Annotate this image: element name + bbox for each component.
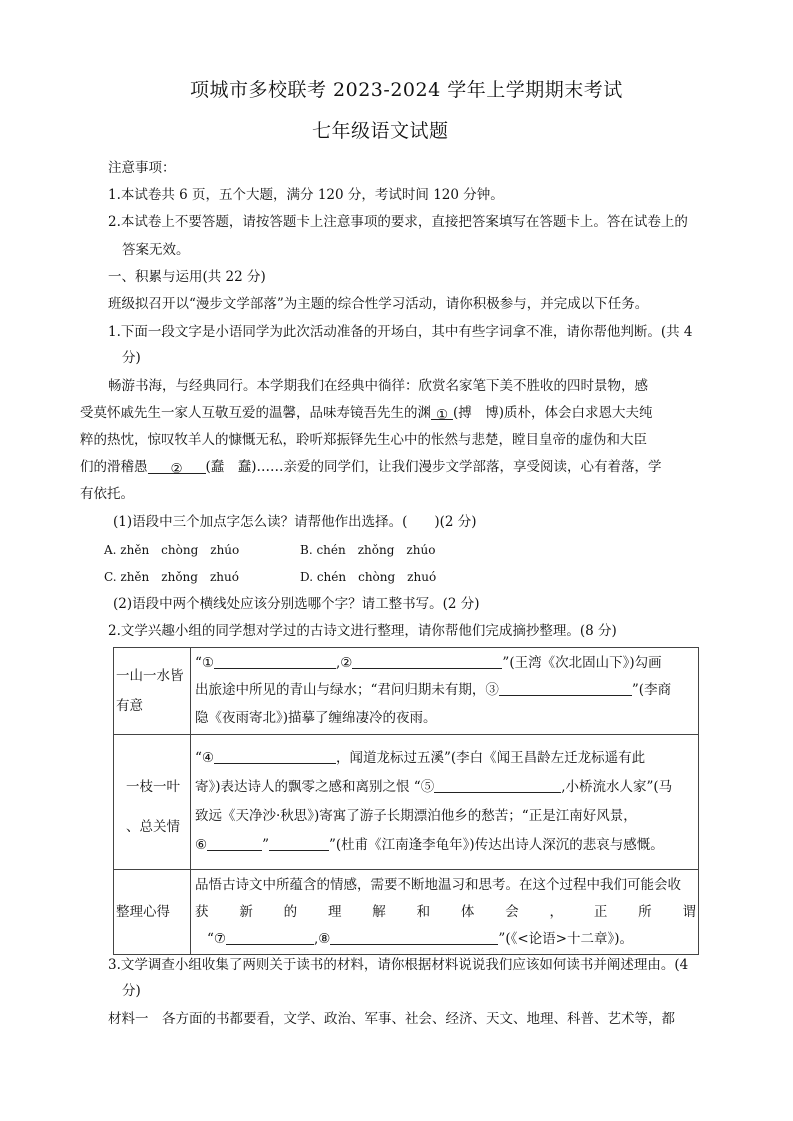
blank-1: ① <box>431 405 453 420</box>
passage-text: 们的滑稽愚 <box>80 459 148 475</box>
cell-text: 隐《夜雨寄北》)描摹了缠绵凄冷的夜雨。 <box>195 710 437 726</box>
answer-blank <box>226 930 314 945</box>
passage-text: (蠢 蠢)……亲爱的同学们，让我们漫步文学部落，享受阅读，心有着落，学 <box>205 459 662 475</box>
option-b: B. chén zhǒng zhúo <box>300 543 436 557</box>
cell-char: 新 <box>239 904 253 920</box>
note-2-cont: 答案无效。 <box>122 242 190 258</box>
cell-char: 和 <box>416 904 431 920</box>
cell-text: 品悟古诗文中所蕴含的情感，需要不断地温习和思考。在这个过程中我们可能会收 <box>195 877 681 893</box>
content-cell <box>191 735 699 870</box>
cell-text: “④ <box>195 750 215 766</box>
table-row <box>114 870 699 955</box>
cell-text: 出旅途中所见的青山与绿水；“君问归期未有期，③ <box>195 682 499 698</box>
content-cell <box>191 648 699 735</box>
content-cell <box>191 870 699 955</box>
passage-text: (搏 博)质朴，体会白求恩大夫纯 <box>453 405 653 421</box>
cell-text: ,小桥流水人家”(马 <box>561 779 673 795</box>
subquestion-1: (1)语段中三个加点字怎么读？请帮他作出选择。( )(2 分) <box>113 514 477 530</box>
cell-text: ⑥ <box>195 837 208 853</box>
cell-char: 所 <box>638 904 652 920</box>
answer-blank <box>499 681 632 696</box>
cell-char: ， <box>549 904 563 920</box>
poetry-table <box>113 647 699 955</box>
note-2: 2.本试卷上不要答题，请按答题卡上注意事项的要求，直接把答案填写在答题卡上。答在试卷上的 <box>108 214 688 230</box>
material-1: 材料一 各方面的书都要看，文学、政治、军事、社会、经济、天文、地理、科普、艺术等，都 <box>108 1011 675 1027</box>
cell-text: ”(王湾《次北固山下》)勾画 <box>502 655 662 671</box>
table-row <box>114 648 699 735</box>
cell-text: ，闻道龙标过五溪”(李白《闻王昌龄左迁龙标遥有此 <box>336 750 646 766</box>
category-label: 有意 <box>116 698 143 714</box>
category-label: 一枝一叶 <box>126 779 180 795</box>
cell-text: 寄》)表达诗人的飘零之感和离别之恨 “⑤ <box>195 779 435 795</box>
answer-blank <box>207 836 262 851</box>
blank-2: ② <box>148 459 206 474</box>
passage-line: 畅游书海，与经典同行。本学期我们在经典中徜徉：欣赏名家笔下美不胜收的四时景物，感 <box>108 378 648 394</box>
category-label: 、总关情 <box>126 819 180 835</box>
cell-text: “① <box>195 655 215 671</box>
category-cell <box>114 648 191 735</box>
cell-char: 正 <box>593 904 608 920</box>
category-cell <box>114 735 191 870</box>
question-1: 1.下面一段文字是小语同学为此次活动准备的开场白，其中有些字词拿不准，请你帮他判断。(共 4 <box>108 324 693 340</box>
cell-char: 谓 <box>682 904 696 920</box>
question-3: 3.文学调查小组收集了两则关于读书的材料，请你根据材料说说我们应该如何读书并阐述理由。(4 <box>108 957 689 973</box>
table-row <box>114 735 699 870</box>
passage-line <box>80 457 662 477</box>
cell-char: 体 <box>460 904 475 920</box>
category-label: 一山一水皆 <box>116 668 184 684</box>
cell-text: 致远《天净沙·秋思》)寄寓了游子长期漂泊他乡的愁苦；“正是江南好风景， <box>195 808 637 824</box>
answer-blank <box>269 836 329 851</box>
exam-title: 项城市多校联考 2023-2024 学年上学期期末考试 <box>190 79 623 101</box>
passage-text: 受莫怀戚先生一家人互敬互爱的温馨，品味寿镜吾先生的渊 <box>80 405 431 421</box>
exam-subtitle: 七年级语文试题 <box>312 120 449 142</box>
cell-char: 的 <box>283 904 298 920</box>
question-1-cont: 分) <box>122 350 141 366</box>
cell-text: ,⑧ <box>314 931 331 947</box>
question-3-cont: 分) <box>122 983 141 999</box>
justified-line <box>195 899 696 926</box>
cell-text: ” <box>262 837 270 853</box>
category-label: 整理心得 <box>116 904 170 920</box>
notes-heading: 注意事项： <box>108 160 176 176</box>
cell-char: 解 <box>372 904 386 920</box>
answer-blank <box>434 778 561 793</box>
cell-text: ”(《<论语>十二章》)。 <box>498 931 633 947</box>
category-cell <box>114 870 191 955</box>
answer-blank <box>330 930 498 945</box>
option-d: D. chén chòng zhuó <box>300 570 437 584</box>
section-heading: 一、积累与运用(共 22 分) <box>108 269 266 285</box>
cell-char: 会 <box>505 904 519 920</box>
passage-line: 有依托。 <box>80 486 134 502</box>
cell-text: “⑦ <box>207 931 227 947</box>
passage-line <box>80 403 653 423</box>
option-a: A. zhěn chòng zhúo <box>104 543 240 557</box>
question-2: 2.文学兴趣小组的同学想对学过的古诗文进行整理，请你帮他们完成摘抄整理。(8 分) <box>108 623 617 639</box>
section-intro: 班级拟召开以“漫步文学部落”为主题的综合性学习活动，请你积极参与，并完成以下任务。 <box>108 296 649 312</box>
option-c: C. zhěn zhǒng zhuó <box>104 570 239 584</box>
cell-char: 理 <box>327 904 342 920</box>
cell-text: ”(杜甫《江南逢李龟年》)传达出诗人深沉的悲哀与感慨。 <box>329 837 664 853</box>
note-1: 1.本试卷共 6 页，五个大题，满分 120 分，考试时间 120 分钟。 <box>108 187 504 203</box>
answer-blank <box>214 749 336 764</box>
passage-line: 粹的热忱，惊叹牧羊人的慷慨无私，聆听郑振铎先生心中的怅然与悲楚，瞠目皇帝的虚伪和大臣 <box>80 432 647 448</box>
cell-char: 获 <box>195 904 209 920</box>
subquestion-2: (2)语段中两个横线处应该分别选哪个字？请工整书写。(2 分) <box>113 596 480 612</box>
answer-blank <box>352 654 502 669</box>
cell-text: ,② <box>336 655 353 671</box>
cell-text: ”(李商 <box>631 682 672 698</box>
answer-blank <box>214 654 336 669</box>
